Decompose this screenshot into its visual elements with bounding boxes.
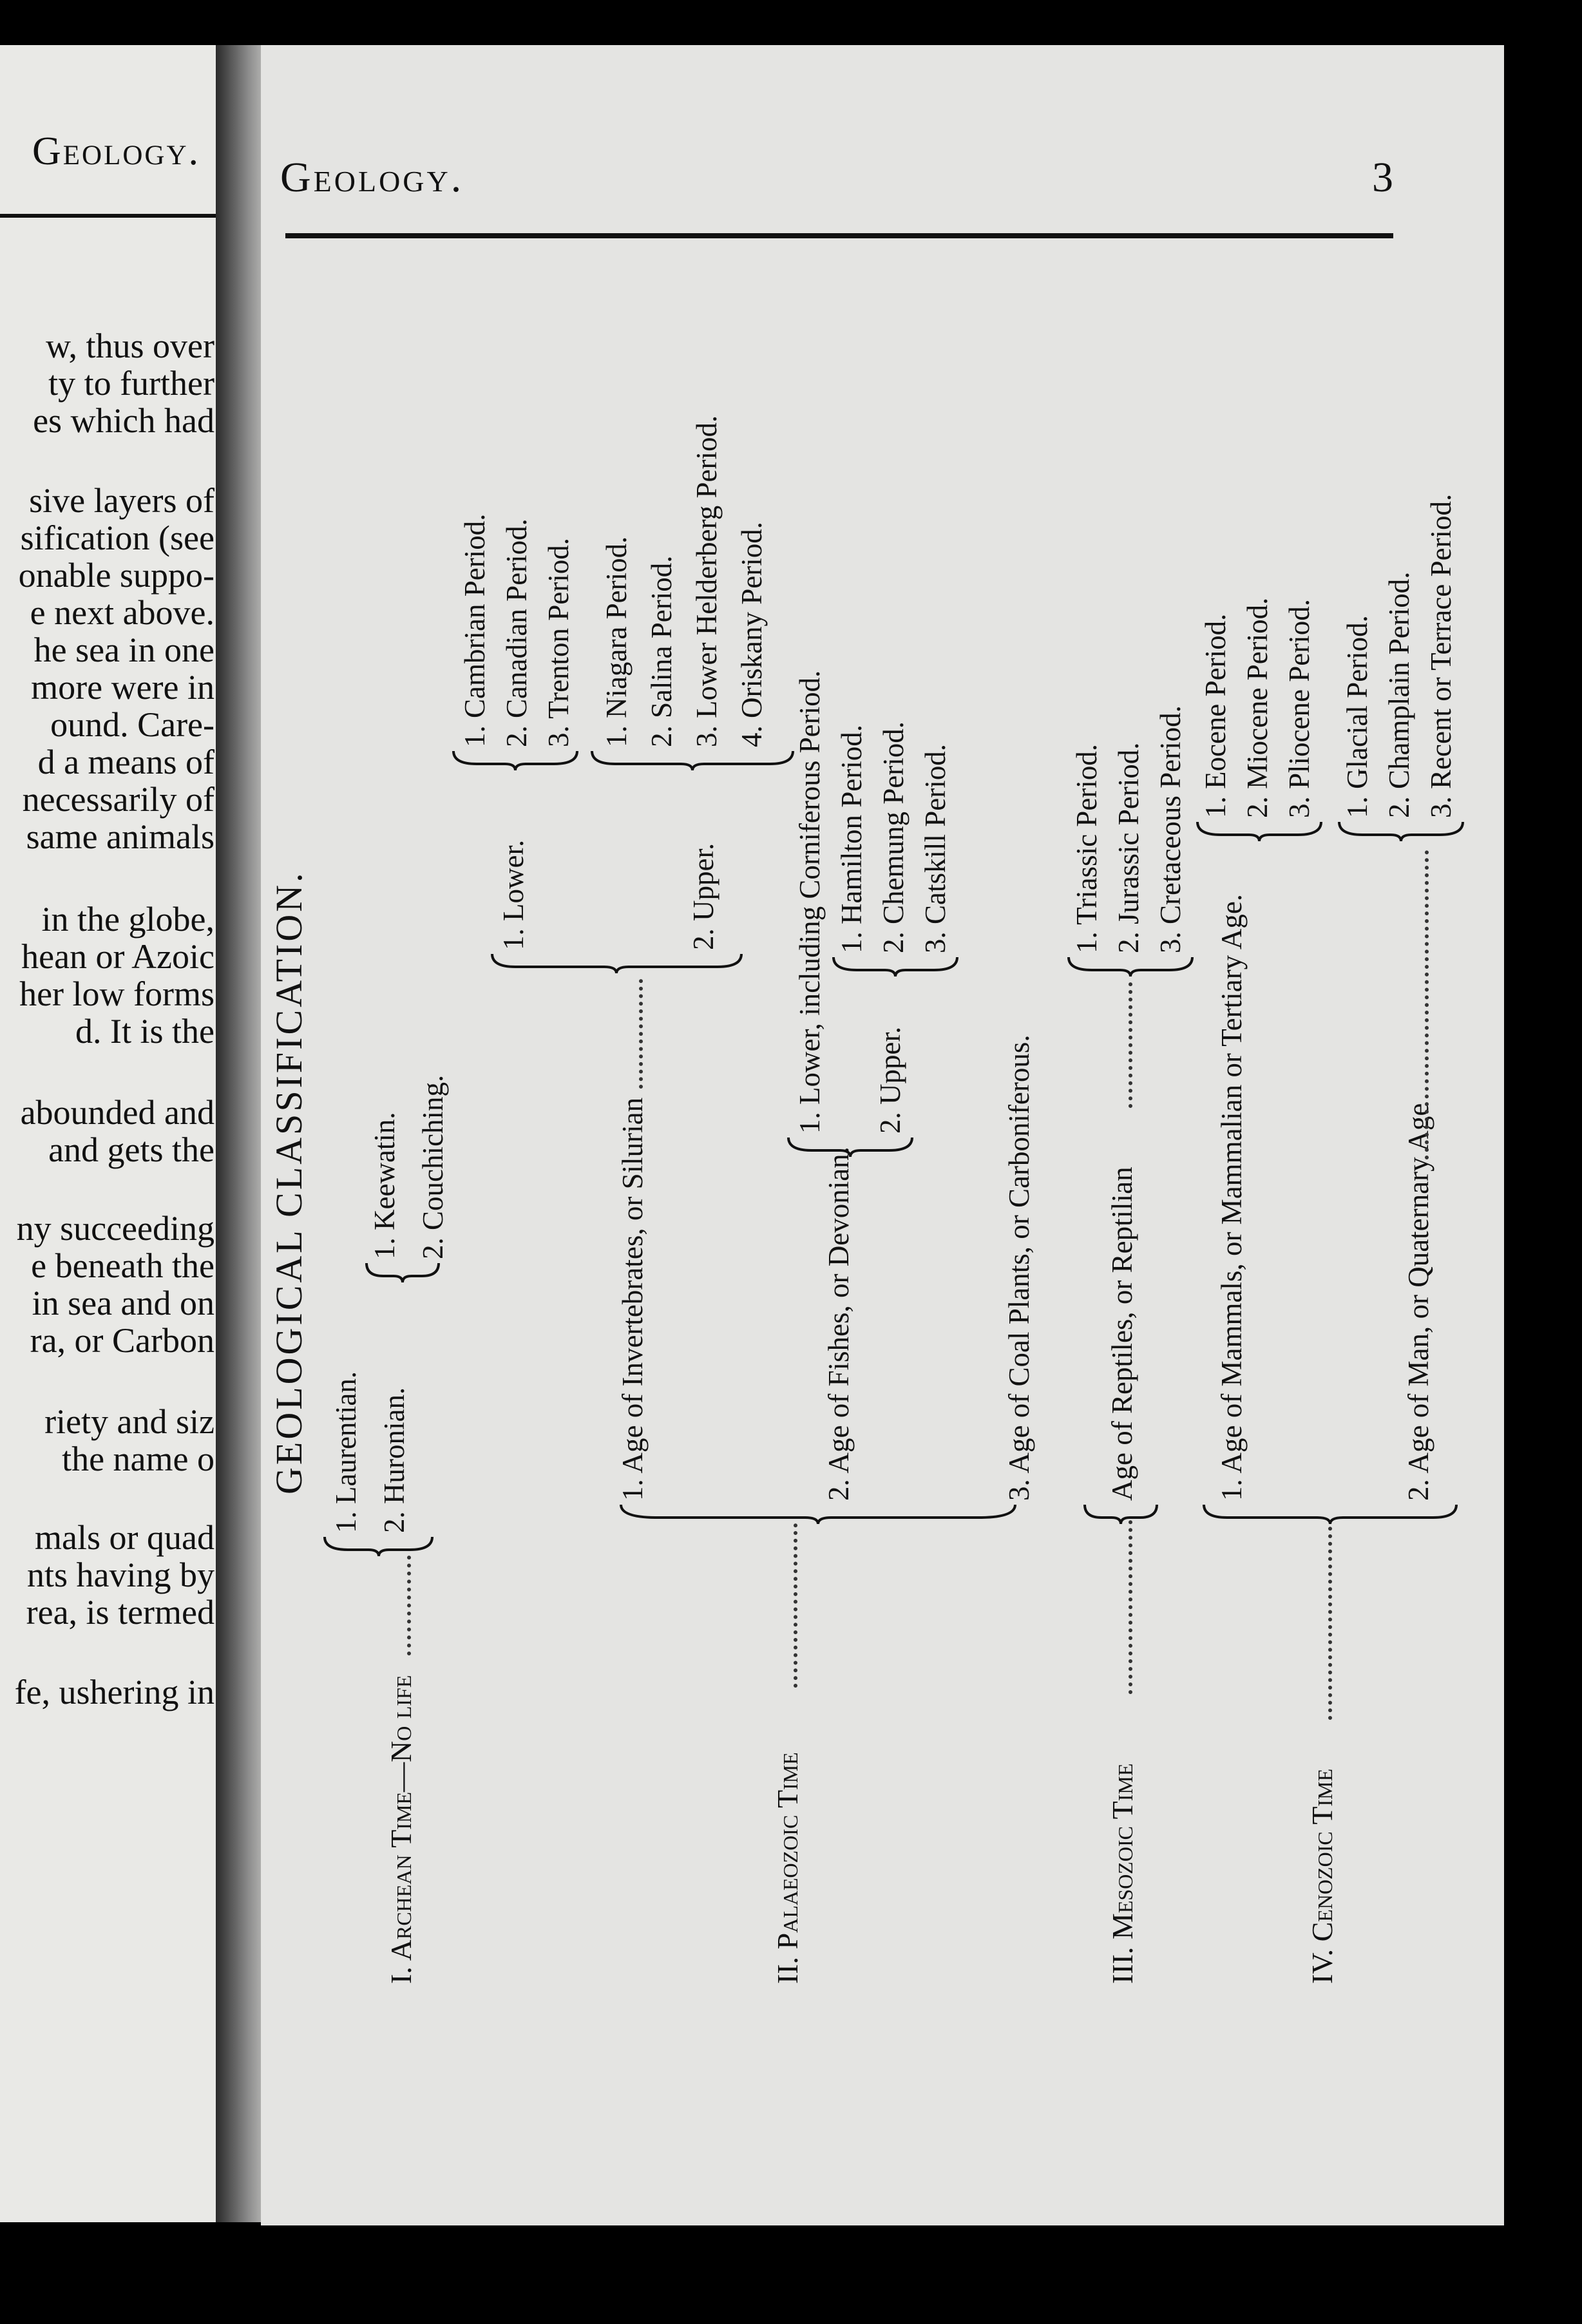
facing-page-rule [0,214,222,218]
facing-page-line: ound. Care- [50,705,214,744]
facing-page-line: d a means of [37,743,214,781]
archean-brace [322,1533,435,1559]
devonian-division-upper: 2. Upper. [874,1026,906,1134]
silurian-lower-brace [451,747,580,773]
quaternary-brace [1337,818,1465,844]
mesozoic-periods-brace [1066,953,1195,979]
tertiary-period-3: 3. Pliocene Period. [1283,599,1315,818]
mesozoic-period-3: 3. Cretaceous Period. [1154,705,1186,953]
facing-page-line: her low forms [19,975,214,1013]
silurian-lower-period-2: 2. Canadian Period. [500,519,533,747]
huronian-sub-1: 1. Keewatin. [368,1112,401,1259]
silurian-division-upper: 2. Upper. [687,843,720,950]
facing-page-line: ra, or Carbon [30,1321,214,1360]
leader-dots [1129,982,1132,1108]
facing-page-line: mals or quad [35,1518,214,1557]
palaeozoic-age-3: 3. Age of Coal Plants, or Carboniferous. [1003,1034,1035,1501]
quaternary-period-3: 3. Recent or Terrace Period. [1425,493,1457,818]
leader-dots [639,979,643,1089]
era-cenozoic-label: IV. Cenozoic Time [1306,1768,1339,1984]
quaternary-period-1: 1. Glacial Period. [1341,615,1373,818]
facing-page-line: riety and siz [44,1402,214,1441]
era-mesozoic-label: III. Mesozoic Time [1106,1763,1139,1984]
facing-page-running-head: Geology. [32,129,201,173]
tertiary-period-1: 1. Eocene Period. [1199,613,1232,818]
tertiary-period-2: 2. Miocene Period. [1241,597,1273,818]
facing-page-line: necessarily of [22,780,214,819]
silurian-lower-period-1: 1. Cambrian Period. [459,513,491,747]
devonian-upper-period-1: 1. Hamilton Period. [835,725,868,953]
facing-page-line: the name o [62,1440,214,1478]
facing-page-line: and gets the [48,1130,214,1169]
devonian-upper-period-2: 2. Chemung Period. [877,721,910,953]
facing-page-line: more were in [31,668,214,707]
silurian-upper-period-1: 1. Niagara Period. [600,536,633,747]
devonian-division-lower: 1. Lower, including Corniferous Period. [794,670,826,1134]
facing-page-line: rea, is termed [26,1593,214,1632]
classification-table [258,225,1469,2145]
leader-dots [407,1556,411,1655]
facing-page-line: same animals [26,817,214,856]
cenozoic-age-2: 2. Age of Man, or Quaternary Age [1402,1103,1434,1501]
era-archean-label: I. Archean Time—No life [385,1675,417,1984]
facing-page-line: w, thus over [46,327,214,365]
cenozoic-age-1: 1. Age of Mammals, or Mammalian or Tertiary Age. [1215,893,1248,1501]
facing-page-line: hean or Azoic [21,937,214,976]
facing-page-line: d. It is the [75,1012,214,1051]
facing-page-line: nts having by [27,1556,214,1594]
table-title: GEOLOGICAL CLASSIFICATION. [268,870,310,1494]
quaternary-period-2: 2. Champlain Period. [1383,571,1415,818]
facing-page-line: fe, ushering in [14,1673,214,1711]
facing-page-line: in the globe, [41,900,214,938]
era-palaeozoic-label: II. Palaeozoic Time [771,1752,804,1984]
facing-page-line: in sea and on [32,1284,214,1322]
silurian-upper-period-4: 4. Oriskany Period. [736,522,768,747]
facing-page-fragment [0,45,222,2222]
leader-dots [1328,1527,1332,1720]
devonian-upper-period-3: 3. Catskill Period. [919,744,951,953]
facing-page-line: he sea in one [33,631,214,669]
mesozoic-brace [1082,1501,1159,1527]
silurian-upper-period-2: 2. Salina Period. [645,555,678,747]
devonian-upper-brace [831,953,960,979]
palaeozoic-age-1: 1. Age of Invertebrates, or Silurian [616,1097,649,1501]
facing-page-line: onable suppo- [18,556,214,595]
archean-item-2: 2. Huronian. [378,1387,410,1533]
mesozoic-age: Age of Reptiles, or Reptilian [1106,1167,1138,1501]
leader-dots [1129,1520,1132,1694]
devonian-brace [786,1134,915,1159]
silurian-lower-period-3: 3. Trenton Period. [542,537,575,747]
tertiary-brace [1195,818,1324,844]
facing-page-line: es which had [33,401,214,440]
huronian-sub-2: 2. Couchiching. [417,1074,449,1259]
facing-page-line: sification (see [20,519,214,557]
palaeozoic-age-2: 2. Age of Fishes, or Devonian. [823,1147,855,1501]
silurian-brace [490,950,744,976]
leader-dots [1425,850,1429,1159]
facing-page-line: sive layers of [29,481,214,520]
silurian-upper-period-3: 3. Lower Helderberg Period. [691,415,723,747]
silurian-upper-brace [589,747,796,773]
facing-page-line: abounded and [20,1093,214,1132]
facing-page-line: e beneath the [31,1246,214,1285]
facing-page-line: ty to further [48,364,214,403]
mesozoic-period-1: 1. Triassic Period. [1071,743,1103,953]
mesozoic-period-2: 2. Jurassic Period. [1112,742,1145,953]
facing-page-line: e next above. [30,593,214,632]
page-number: 3 [1372,154,1393,201]
facing-page-line: ny succeeding [16,1209,214,1248]
leader-dots [794,1523,797,1688]
huronian-brace [364,1259,441,1285]
cenozoic-brace [1201,1501,1459,1527]
silurian-division-lower: 1. Lower. [497,839,529,950]
running-head: Geology. [280,154,464,201]
archean-item-1: 1. Laurentian. [330,1371,362,1533]
palaeozoic-brace [618,1501,1018,1527]
